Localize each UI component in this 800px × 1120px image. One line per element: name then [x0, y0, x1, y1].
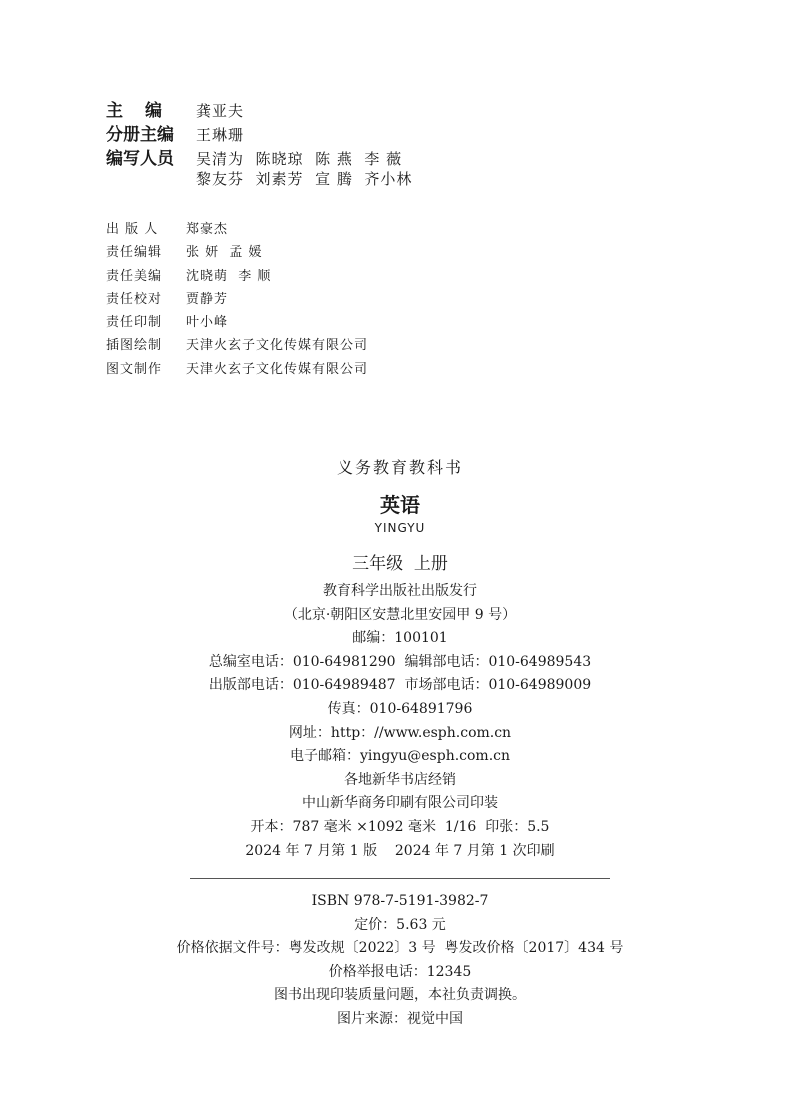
credit-role: 分册主编: [106, 125, 174, 145]
staff-role: 插图绘制: [106, 338, 163, 354]
staff-role: 责任印制: [106, 315, 163, 331]
book-title-pinyin: YINGYU: [374, 521, 426, 535]
credit-names: 龚亚夫: [196, 102, 245, 120]
publisher-line: 教育科学出版社出版发行: [323, 583, 477, 599]
phone-line-2: 出版部电话：010-64989487 市场部电话：010-64989009: [208, 677, 592, 694]
staff-row: [106, 311, 368, 334]
postal-code: 邮编：100101: [352, 630, 448, 647]
image-source: 图片来源：视觉中国: [337, 1010, 463, 1027]
email-line: 电子邮箱：yingyu@esph.com.cn: [289, 748, 511, 765]
staff-row: [106, 288, 368, 311]
isbn-line: ISBN 978-7-5191-3982-7: [311, 893, 489, 909]
publication-info: [0, 580, 800, 863]
staff-list: [106, 218, 368, 381]
book-title-block: [0, 455, 800, 577]
credit-row-writers-continued: [106, 168, 412, 192]
credit-role: 编写人员: [106, 149, 174, 169]
website-line: 网址：http：//www.esph.com.cn: [288, 724, 512, 741]
staff-row: [106, 218, 368, 241]
credit-row-writers: [106, 144, 412, 168]
quality-notice: 图书出现印装质量问题，本社负责调换。: [274, 987, 526, 1004]
credit-row-chief-editor: [106, 96, 412, 120]
series-title: 义务教育教科书: [336, 458, 463, 477]
staff-names: 天津火玄子文化传媒有限公司: [186, 338, 369, 354]
staff-row: [106, 358, 368, 381]
staff-role: 责任美编: [106, 268, 163, 284]
credit-row-volume-editor: [106, 120, 412, 144]
staff-names: 沈晓萌 李 顺: [186, 268, 272, 284]
staff-row: [106, 241, 368, 264]
staff-role: 责任校对: [106, 291, 163, 307]
staff-names: 张 妍 孟 媛: [186, 245, 263, 261]
fax-line: 传真：010-64891796: [327, 700, 473, 717]
credit-names: 王琳珊: [196, 126, 245, 144]
phone-line-1: 总编室电话：010-64981290 编辑部电话：010-64989543: [208, 653, 592, 670]
price-basis-line: 价格依据文件号：粤发改规〔2022〕3 号 粤发改价格〔2017〕434 号: [176, 940, 624, 957]
section-divider: [190, 878, 610, 879]
format-line: 开本：787 毫米 ×1092 毫米 1/16 印张：5.5: [250, 818, 550, 835]
staff-row: [106, 334, 368, 357]
credit-role: 主编: [106, 101, 184, 121]
book-title: 英语: [380, 493, 420, 517]
staff-row: [106, 265, 368, 288]
price-info: [0, 890, 800, 1032]
edition-line: 2024 年 7 月第 1 版 2024 年 7 月第 1 次印刷: [245, 842, 555, 859]
staff-role: 图文制作: [106, 361, 163, 377]
credit-names: 黎友芬 刘素芳 宣 腾 齐小林: [196, 170, 413, 188]
staff-names: 天津火玄子文化传媒有限公司: [186, 361, 369, 377]
editorial-credits: [106, 96, 412, 192]
distributor-line: 各地新华书店经销: [344, 771, 456, 788]
staff-names: 郑豪杰: [186, 222, 229, 237]
publisher-address: （北京·朝阳区安慧北里安园甲 9 号）: [283, 606, 517, 623]
staff-names: 贾静芳: [186, 291, 229, 307]
price-line: 定价：5.63 元: [354, 916, 446, 933]
grade-volume: 三年级 上册: [352, 554, 448, 574]
printer-line: 中山新华商务印刷有限公司印装: [302, 795, 498, 812]
price-hotline: 价格举报电话：12345: [328, 963, 472, 980]
staff-role: 责任编辑: [106, 245, 163, 261]
credit-names: 吴清为 陈晓琼 陈 燕 李 薇: [196, 150, 403, 168]
staff-names: 叶小峰: [186, 315, 229, 331]
staff-role: 出 版 人: [106, 222, 159, 237]
